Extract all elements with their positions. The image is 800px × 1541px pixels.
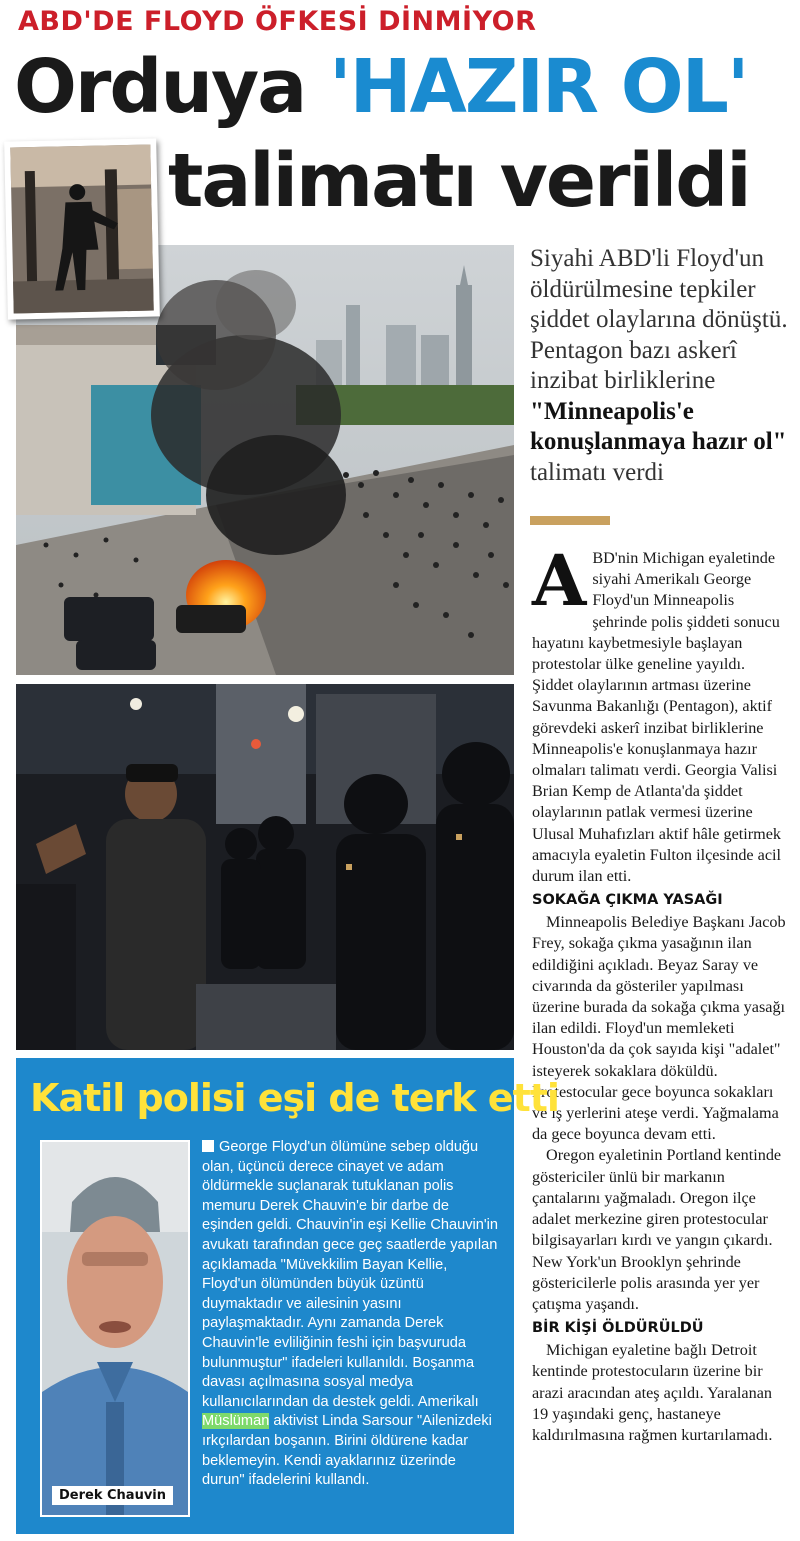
bullet-square-icon <box>202 1140 214 1152</box>
drop-cap: A <box>532 539 587 622</box>
standfirst-bold: "Minneapolis'e konuşlanmaya hazır ol" <box>530 397 787 455</box>
headline-line-1 <box>14 44 748 130</box>
headline-part-1: Orduya <box>14 44 329 130</box>
sidebar-headline: Katil polisi eşi de terk etti <box>30 1076 559 1120</box>
article-lead-text: BD'nin Michigan eyaletinde siyahi Amerikalı George Floyd'un Minneapolis şehrinde polis şiddeti sonucu hayatını kaybetmesiyle başlayan protestolar ülke geneline yayıldı. Şiddet olaylarının artması üzerine Savunma Bakanlığı (Pentagon), aktif görevdeki askerî inzibat birliklerine Minneapolis'e konuşlanmaya hazır olmaları talimatı verdi. Georgia Valisi Brian Kemp de Atlanta'da şiddet olaylarının patlak vermesi üzerine Ulusal Muhafızları aktif hâle getirmek amacıyla eyaletin Fulton ilçesinde acil durum ilan etti. <box>532 549 782 886</box>
derek-chauvin-portrait <box>40 1140 190 1517</box>
kicker: ABD'DE FLOYD ÖFKESİ DİNMİYOR <box>18 6 537 37</box>
sidebar-text-part-1: George Floyd'un ölümüne sebep olduğu olan, üçüncü derece cinayet ve adam öldürmekle suçlanarak tutuklanan polis memuru Derek Chauvin'e bir darbe de eşinden geldi. Chauvin'in eşi Kellie Chauvin'in avukatı tarafından gece geç saatlerde yapılan açıklamada "Müvekkilim Bayan Kellie, Floyd'un ölümünden büyük üzüntü duymaktadır ve ailesinin yasını paylaşmaktadır. Aynı zamanda Derek Chauvin'le evliliğinin feshi için başvuruda bulunmuştur" ifadeleri kullanıldı. Boşanma davası açılmasına sosyal medya kullanıcılarından da destek geldi. Amerikalı <box>202 1139 499 1410</box>
article-paragraph-2: Minneapolis Belediye Başkanı Jacob Frey, sokağa çıkma yasağının ilan edildiğini açıkladı. Beyaz Saray ve civarında da gösteriler yapılması üzerine burada da sokağa çıkma yasağı ilan edildi. Floyd'un memleketi Houston'da da çok sayıda kişi "adalet" isteyerek sokaklara döküldü. Protestocular gece boyunca sokakları ve iş yerlerini ateşe verdi. Yağmalama da gece boyunca devam etti. <box>532 913 786 1144</box>
article-paragraph-3: Oregon eyaletinin Portland kentinde göstericiler ünlü bir markanın çantalarını yağmaladı. Oregon ilçe adalet merkezine giren protestocular bilgisayarları kırdı ve yangın çıkardı. New York'un Brooklyn şehrinde göstericilerle polis arasında yer yer çatışma yaşandı. <box>532 1146 782 1313</box>
police-confrontation-photo <box>16 684 514 1050</box>
divider-rule <box>530 516 610 525</box>
sidebar-text-part-2: aktivist Linda Sarsour "Ailenizdeki ırkçılardan boşanın. Birini öldürene kadar beklemeyin. Kendi ayaklarınız üzerinde durun" ifadelerini kullandı. <box>202 1413 492 1489</box>
window-smash-inset-photo <box>4 138 160 319</box>
standfirst-text: Siyahi ABD'li Floyd'un öldürülmesine tepkiler şiddet olaylarına dönüştü. Pentagon bazı askerî inzibat birliklerine <box>530 245 788 394</box>
article-body <box>532 539 790 1446</box>
sidebar-text <box>202 1138 502 1491</box>
headline-line-2: talimatı verildi <box>168 138 750 224</box>
subheading-curfew: SOKAĞA ÇIKMA YASAĞI <box>532 892 723 909</box>
article-paragraph-4: Michigan eyaletine bağlı Detroit kentinde protestocuların üzerine bir arazi aracından ateş açıldı. Yaralanan 19 yaşındaki genç, hastaneye kaldırılmasına rağmen kurtarılamadı. <box>532 1341 773 1444</box>
standfirst <box>530 244 790 488</box>
standfirst-end: talimatı verdi <box>530 458 664 486</box>
sidebar-highlight: Müslüman <box>202 1413 270 1430</box>
headline-highlight: 'HAZIR OL' <box>329 44 748 130</box>
article-lead-paragraph <box>532 539 790 887</box>
subheading-one-killed: BİR KİŞİ ÖLDÜRÜLDÜ <box>532 1320 704 1337</box>
portrait-caption: Derek Chauvin <box>52 1486 173 1505</box>
